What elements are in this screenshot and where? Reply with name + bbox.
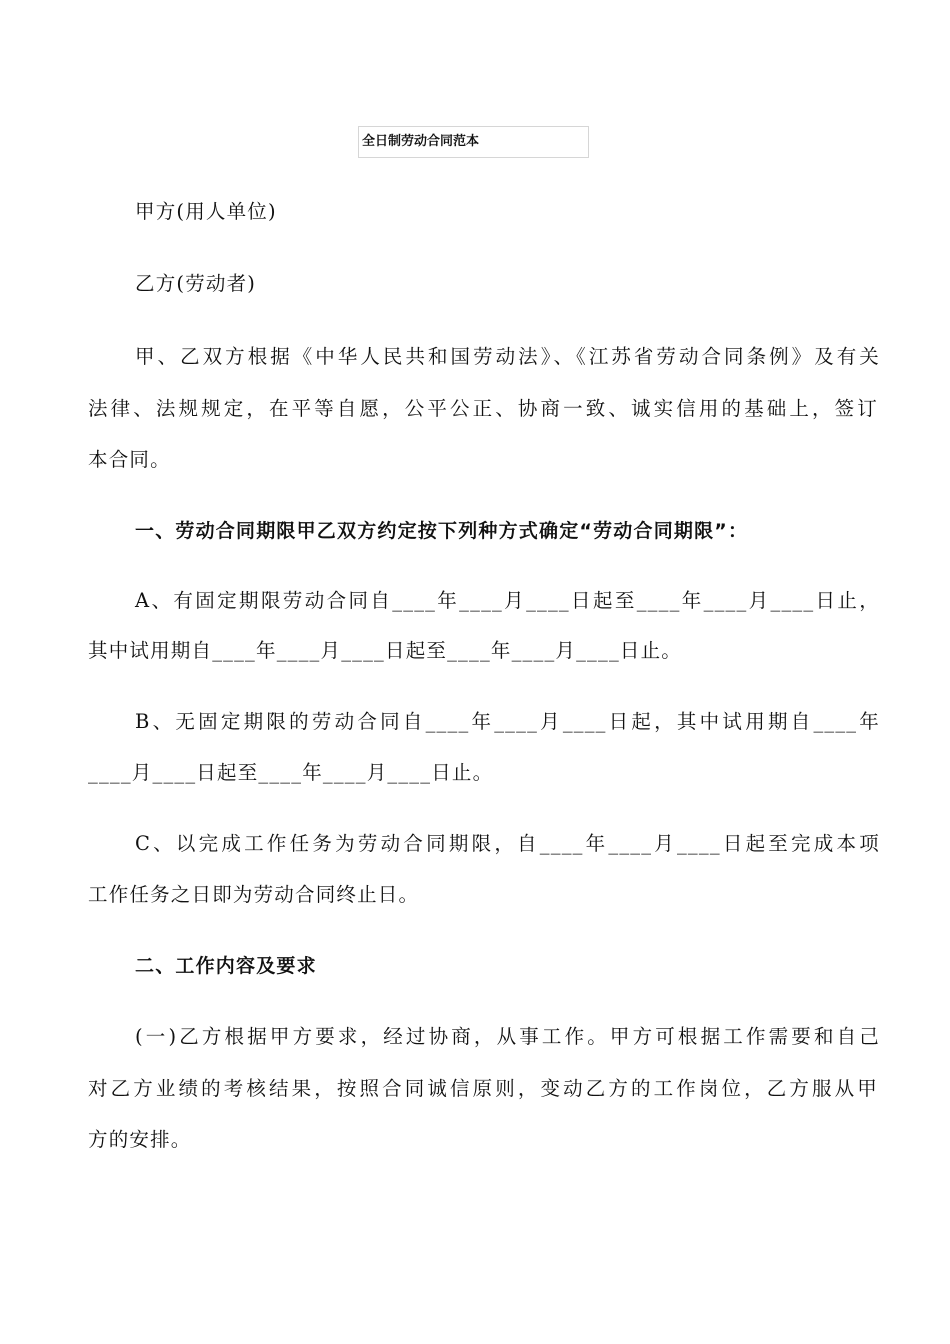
- option-c-line-1: C、以完成工作任务为劳动合同期限，自____年____月____日起至完成本项: [135, 832, 880, 855]
- party-a-label: 甲方(用人单位): [135, 200, 277, 223]
- section-1-heading: 一、劳动合同期限甲乙双方约定按下列种方式确定“劳动合同期限”：: [135, 520, 749, 542]
- party-b-label: 乙方(劳动者): [135, 272, 257, 295]
- preamble-line-3: 本合同。: [88, 448, 171, 471]
- section-2-heading: 二、工作内容及要求: [135, 955, 317, 977]
- section-2-para-line-2: 对乙方业绩的考核结果，按照合同诚信原则，变动乙方的工作岗位，乙方服从甲: [88, 1077, 878, 1100]
- option-a-line-2: 其中试用期自____年____月____日起至____年____月____日止。: [88, 639, 683, 662]
- preamble-line-2: 法律、法规规定，在平等自愿，公平公正、协商一致、诚实信用的基础上，签订: [88, 397, 878, 420]
- option-b-line-2: ____月____日起至____年____月____日止。: [88, 761, 494, 784]
- document-title: 全日制劳动合同范本: [358, 126, 589, 158]
- option-c-line-2: 工作任务之日即为劳动合同终止日。: [88, 883, 420, 906]
- section-2-para-line-1: (一)乙方根据甲方要求，经过协商，从事工作。甲方可根据工作需要和自己: [135, 1025, 880, 1048]
- option-b-line-1: B、无固定期限的劳动合同自____年____月____日起，其中试用期自____年: [135, 710, 880, 733]
- section-2-para-line-3: 方的安排。: [88, 1128, 192, 1151]
- preamble-line-1: 甲、乙双方根据《中华人民共和国劳动法》、《江苏省劳动合同条例》及有关: [135, 345, 880, 368]
- option-a-line-1: A、有固定期限劳动合同自____年____月____日起至____年____月____日止，: [135, 589, 880, 612]
